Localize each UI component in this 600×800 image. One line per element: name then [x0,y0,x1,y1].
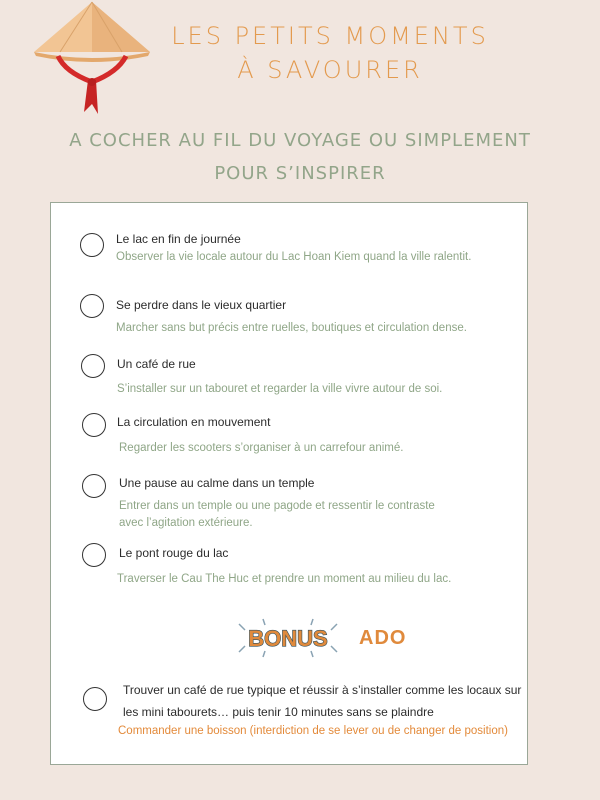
item-description: Marcher sans but précis entre ruelles, boutiques et circulation dense. [116,322,467,334]
bonus-badge [233,618,343,658]
item-description: Observer la vie locale autour du Lac Hoan Kiem quand la ville ralentit. [116,251,472,263]
conical-hat-icon [30,0,155,120]
checkbox-circle[interactable] [82,413,106,437]
item-title: La circulation en mouvement [117,415,271,429]
bonus-text-line2: les mini tabourets… puis tenir 10 minutes sans se plaindre [123,705,434,719]
checkbox-circle[interactable] [83,687,107,711]
checkbox-circle[interactable] [82,543,106,567]
item-description: Traverser le Cau The Huc et prendre un moment au milieu du lac. [117,573,452,585]
bonus-text: BONUS [248,626,328,651]
checkbox-circle[interactable] [82,474,106,498]
item-title: Un café de rue [117,357,196,371]
item-title: Le pont rouge du lac [119,546,229,560]
item-title: Se perdre dans le vieux quartier [116,298,287,312]
ado-label: ADO [359,627,407,649]
item-title: Le lac en fin de journée [116,232,241,246]
item-title: Une pause au calme dans un temple [119,476,315,490]
subtitle-line1: A COCHER AU FIL DU VOYAGE OU SIMPLEMENT [69,130,531,151]
checklist-card [50,202,528,765]
item-description: Regarder les scooters s’organiser à un carrefour animé. [119,442,404,454]
bonus-note: Commander une boisson (interdiction de se lever ou de changer de position) [118,725,508,737]
checkbox-circle[interactable] [80,294,104,318]
checkbox-circle[interactable] [81,354,105,378]
page-title-line2: À SAVOURER [237,56,423,84]
item-description: S’installer sur un tabouret et regarder la ville vivre autour de soi. [117,383,443,395]
item-description: Entrer dans un temple ou une pagode et ressentir le contraste [119,500,435,512]
checkbox-circle[interactable] [80,233,104,257]
item-description: avec l’agitation extérieure. [119,517,253,529]
bonus-text-line1: Trouver un café de rue typique et réussir à s’installer comme les locaux sur [123,683,522,697]
subtitle-line2: POUR S’INSPIRER [214,163,386,184]
page-title-line1: LES PETITS MOMENTS [171,22,489,50]
